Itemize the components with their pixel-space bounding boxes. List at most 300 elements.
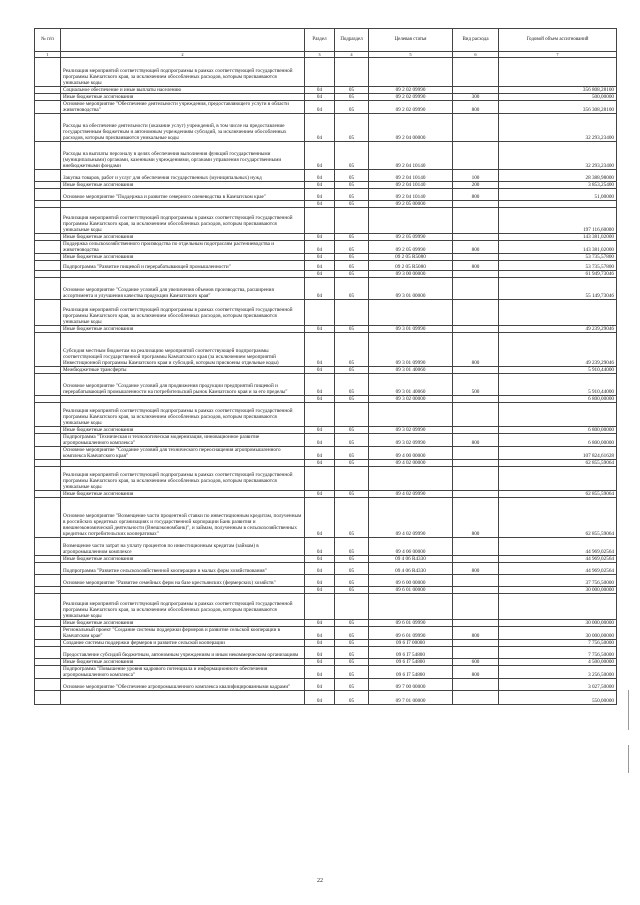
row-subsection-cell [335,403,369,427]
row-target-item-cell: 09 3 01 00000 [369,278,453,300]
header-number: № п/п [35,29,61,52]
row-section-cell [305,403,335,427]
row-amount-cell: 6 800,00000 [499,396,617,403]
row-subsection-cell: 05 [335,691,369,705]
row-subsection-cell: 05 [335,201,369,208]
row-target-item-cell: 09 4 00 00000 [369,447,453,460]
row-expense-type-cell [453,278,499,300]
row-section-cell: 04 [305,627,335,640]
row-subsection-cell: 05 [335,460,369,467]
row-target-item-cell: 09 3 02 09990 [369,427,453,434]
row-amount-cell: 49 239,29046 [499,333,617,367]
row-target-item-cell: 09 6 01 09990 [369,627,453,640]
header-subsection: Подраздел [335,29,369,52]
row-number-cell [35,101,61,114]
page-number: 22 [317,878,323,884]
table-row [35,666,617,679]
table-row [35,326,617,333]
table-row [35,367,617,374]
row-amount-cell: 143 381,02000 [499,234,617,241]
row-section-cell: 04 [305,647,335,659]
table-row [35,170,617,182]
row-target-item-cell: 09 7 00 00000 [369,679,453,691]
row-section-cell: 04 [305,620,335,627]
table-row [35,234,617,241]
row-target-item-cell: 09 2 05 R5080 [369,254,453,261]
row-number-cell [35,498,61,538]
row-amount-cell: 30 000,00000 [499,587,617,594]
row-name-cell: Закупка товаров, работ и услуг для обеспечения государственных (муниципальных) нужд [61,170,305,182]
table-row [35,254,617,261]
table-row [35,261,617,271]
scan-margin-mark [628,690,629,730]
row-name-cell: Иные бюджетные ассигнования [61,427,305,434]
row-section-cell: 04 [305,101,335,114]
row-name-cell: Иные бюджетные ассигнования [61,94,305,101]
row-section-cell: 04 [305,326,335,333]
row-section-cell: 04 [305,170,335,182]
row-target-item-cell: 09 2 02 09990 [369,87,453,94]
row-expense-type-cell: 800 [453,189,499,201]
row-subsection-cell: 05 [335,142,369,170]
row-name-cell: Иные бюджетные ассигнования [61,182,305,189]
row-name-cell: Реализация мероприятий соответствующей подпрограммы в рамках соответствующей государственной программы Камчатского края, за исключением обособленных расходов, которым присваиваются уникальные коды [61,208,305,234]
table-row [35,498,617,538]
row-subsection-cell: 05 [335,170,369,182]
row-subsection-cell: 05 [335,640,369,647]
row-number-cell [35,679,61,691]
row-subsection-cell: 05 [335,563,369,575]
table-row [35,182,617,189]
row-number-cell [35,460,61,467]
row-amount-cell: 62 855,59064 [499,498,617,538]
row-expense-type-cell [453,208,499,234]
row-expense-type-cell: 200 [453,182,499,189]
row-subsection-cell: 05 [335,367,369,374]
row-name-cell: Создание системы поддержки фермеров и развитие сельской кооперации [61,640,305,647]
row-target-item-cell: 09 3 01 09990 [369,333,453,367]
row-section-cell [305,594,335,620]
row-amount-cell: 5 910,44000 [499,367,617,374]
row-subsection-cell [335,208,369,234]
row-section-cell: 04 [305,114,335,142]
row-expense-type-cell: 600 [453,659,499,666]
row-expense-type-cell [453,491,499,498]
row-section-cell [305,208,335,234]
row-subsection-cell: 05 [335,182,369,189]
row-name-cell [61,691,305,705]
row-expense-type-cell [453,556,499,563]
row-expense-type-cell: 800 [453,241,499,254]
table-row [35,556,617,563]
row-name-cell: Основное мероприятие "Создание условий для продвижения продукции предприятий пищевой и перерабатывающей промышленности на потребительский рынок Камчатского края и за его пределы" [61,374,305,396]
row-expense-type-cell: 500 [453,374,499,396]
row-section-cell: 04 [305,666,335,679]
row-target-item-cell [369,300,453,326]
row-number-cell [35,278,61,300]
row-target-item-cell: 09 4 06 R4330 [369,563,453,575]
row-expense-type-cell [453,114,499,142]
table-row [35,563,617,575]
header-section: Раздел [305,29,335,52]
row-name-cell: Реализация мероприятий соответствующей подпрограммы в рамках соответствующей государственной программы Камчатского края, за исключением обособленных расходов, которым присваиваются уникальные коды [61,403,305,427]
table-row [35,620,617,627]
row-number-cell [35,563,61,575]
row-target-item-cell: 09 2 04 10140 [369,189,453,201]
row-amount-cell: 28 388,98000 [499,170,617,182]
row-number-cell [35,201,61,208]
row-target-item-cell: 09 2 04 10140 [369,142,453,170]
row-section-cell: 04 [305,679,335,691]
row-subsection-cell: 05 [335,396,369,403]
row-amount-cell: 62 855,59064 [499,491,617,498]
budget-allocation-table [34,28,617,705]
row-amount-cell: 4 500,00000 [499,659,617,666]
row-section-cell: 04 [305,367,335,374]
row-target-item-cell: 09 2 02 09990 [369,101,453,114]
table-row [35,87,617,94]
row-subsection-cell: 05 [335,538,369,556]
row-section-cell: 04 [305,142,335,170]
row-section-cell: 04 [305,587,335,594]
row-amount-cell: 53 735,57800 [499,254,617,261]
table-row [35,114,617,142]
row-name-cell: Поддержка сельскохозяйственного производства по отдельным подотраслям растениеводства и животноводства [61,241,305,254]
row-subsection-cell: 05 [335,241,369,254]
row-section-cell: 04 [305,241,335,254]
row-target-item-cell [369,467,453,491]
row-target-item-cell: 09 4 02 09990 [369,491,453,498]
row-amount-cell [499,201,617,208]
row-amount-cell: 7 756,50000 [499,647,617,659]
table-header-row [35,29,617,52]
row-target-item-cell: 09 6 I7 54800 [369,647,453,659]
table-row [35,647,617,659]
row-section-cell: 04 [305,278,335,300]
row-subsection-cell: 05 [335,666,369,679]
row-expense-type-cell: 800 [453,101,499,114]
row-amount-cell: 55 149,73046 [499,278,617,300]
row-name-cell: Реализация мероприятий соответствующей подпрограммы в рамках соответствующей государственной программы Камчатского края, за исключением обособленных расходов, которым присваиваются уникальные коды [61,467,305,491]
column-number: 6 [453,52,499,58]
row-target-item-cell: 09 4 06 R4330 [369,556,453,563]
row-section-cell: 04 [305,640,335,647]
row-target-item-cell: 09 3 01 09990 [369,326,453,333]
row-section-cell [305,300,335,326]
row-subsection-cell: 05 [335,491,369,498]
row-name-cell: Возмещение части затрат на уплату процентов по инвестиционным кредитам (займам) в агропромышленном комплексе [61,538,305,556]
row-expense-type-cell [453,234,499,241]
row-name-cell: Подпрограмма "Повышение уровня кадрового потенциала и информационного обеспечения агропромышленного комплекса" [61,666,305,679]
table-row [35,101,617,114]
row-amount-cell [499,300,617,326]
row-expense-type-cell [453,427,499,434]
row-target-item-cell [369,208,453,234]
row-number-cell [35,182,61,189]
row-expense-type-cell [453,647,499,659]
row-number-cell [35,594,61,620]
row-expense-type-cell [453,396,499,403]
row-section-cell: 04 [305,491,335,498]
row-expense-type-cell [453,467,499,491]
row-section-cell: 04 [305,659,335,666]
row-subsection-cell: 05 [335,87,369,94]
row-number-cell [35,587,61,594]
row-amount-cell: 6 800,00000 [499,434,617,447]
row-amount-cell: 44 969,02564 [499,556,617,563]
row-name-cell: Основное мероприятие "Обеспечение агропромышленного комплекса квалифицированными кадрами" [61,679,305,691]
header-amount: Годовой объем ассигнований [499,29,617,52]
table-row [35,587,617,594]
column-number: 5 [369,52,453,58]
row-expense-type-cell [453,58,499,87]
row-expense-type-cell [453,254,499,261]
row-target-item-cell: 09 2 02 09990 [369,94,453,101]
row-subsection-cell [335,58,369,87]
row-number-cell [35,189,61,201]
row-target-item-cell: 09 3 02 09990 [369,434,453,447]
row-name-cell: Реализация мероприятий соответствующей подпрограммы в рамках соответствующей государственной программы Камчатского края, за исключением обособленных расходов, которым присваиваются уникальные коды [61,300,305,326]
row-expense-type-cell [453,142,499,170]
row-name-cell: Предоставление субсидий бюджетным, автономным учреждениям и иным некоммерческим организациям [61,647,305,659]
row-subsection-cell: 05 [335,261,369,271]
row-number-cell [35,538,61,556]
row-name-cell: Основное мероприятие "Возмещение части процентной ставки по инвестиционным кредитам, полученным в российских кредитных организациях и государственной корпорации Банк развития и внешнеэкономической деятельности (Внешэкономбанк)", и займам, полученным в сельскохозяйственных кредитных потребительских кооперативах" [61,498,305,538]
row-amount-cell [499,594,617,620]
row-amount-cell: 44 969,02564 [499,563,617,575]
row-name-cell [61,460,305,467]
row-subsection-cell: 05 [335,627,369,640]
row-subsection-cell: 05 [335,556,369,563]
row-number-cell [35,575,61,587]
row-number-cell [35,58,61,87]
row-section-cell: 04 [305,271,335,278]
row-target-item-cell: 09 2 04 10140 [369,182,453,189]
row-name-cell: Региональный проект "Создание системы поддержки фермеров и развитие сельской кооперации в Камчатском крае" [61,627,305,640]
row-name-cell: Иные бюджетные ассигнования [61,254,305,261]
row-amount-cell: 356 808,28100 [499,87,617,94]
row-name-cell: Основное мероприятие "Обеспечение деятельности учреждения, предоставляющего услуги в области животноводства" [61,101,305,114]
row-section-cell: 04 [305,201,335,208]
row-amount-cell: 30 000,00000 [499,627,617,640]
row-amount-cell: 61 949,73046 [499,271,617,278]
table-row [35,374,617,396]
row-section-cell: 04 [305,498,335,538]
header-target-item: Целевая статья [369,29,453,52]
row-target-item-cell [369,403,453,427]
row-amount-cell: 32 293,23400 [499,114,617,142]
row-target-item-cell: 09 2 05 00000 [369,201,453,208]
row-target-item-cell [369,594,453,620]
row-amount-cell: 51,00000 [499,189,617,201]
row-subsection-cell: 05 [335,427,369,434]
row-section-cell: 04 [305,563,335,575]
row-expense-type-cell [453,403,499,427]
row-name-cell: Субсидия местным бюджетам на реализацию мероприятий соответствующей подпрограммы соответствующей государственной программы Камчатского края (за исключением мероприятий Инвестиционной программы Камчатского края и субсидий, которым присвоены отдельные коды) [61,333,305,367]
row-subsection-cell: 05 [335,254,369,261]
table-row [35,208,617,234]
row-number-cell [35,491,61,498]
row-amount-cell: 3 853,25400 [499,182,617,189]
row-target-item-cell: 09 3 01 40060 [369,367,453,374]
table-row [35,434,617,447]
row-expense-type-cell [453,326,499,333]
row-amount-cell: 3 256,50000 [499,666,617,679]
row-subsection-cell: 05 [335,333,369,367]
table-row [35,271,617,278]
row-section-cell: 04 [305,396,335,403]
table-row [35,427,617,434]
row-amount-cell: 30 000,00000 [499,620,617,627]
table-row [35,460,617,467]
row-amount-cell: 107 824,61628 [499,447,617,460]
row-subsection-cell: 05 [335,659,369,666]
row-number-cell [35,87,61,94]
row-section-cell [305,58,335,87]
row-subsection-cell: 05 [335,575,369,587]
row-target-item-cell: 09 4 02 00000 [369,460,453,467]
row-name-cell: Основное мероприятие "Создание условий для технического переоснащения агропромышленного комплекса Камчатского края" [61,447,305,460]
table-row [35,640,617,647]
row-expense-type-cell [453,587,499,594]
row-number-cell [35,254,61,261]
row-target-item-cell: 09 3 01 40060 [369,374,453,396]
table-row [35,396,617,403]
row-subsection-cell: 05 [335,234,369,241]
table-row [35,575,617,587]
row-section-cell: 04 [305,427,335,434]
row-number-cell [35,427,61,434]
row-target-item-cell: 09 3 02 00000 [369,396,453,403]
row-target-item-cell: 09 6 I7 54800 [369,659,453,666]
row-amount-cell: 62 855,59064 [499,460,617,467]
row-number-cell [35,208,61,234]
row-expense-type-cell [453,679,499,691]
row-expense-type-cell [453,87,499,94]
row-subsection-cell: 05 [335,326,369,333]
row-section-cell: 04 [305,575,335,587]
row-name-cell [61,271,305,278]
row-expense-type-cell [453,367,499,374]
row-amount-cell: 5 910,44000 [499,374,617,396]
row-amount-cell: 500,00000 [499,94,617,101]
table-row [35,467,617,491]
row-name-cell: Социальное обеспечение и иные выплаты населению [61,87,305,94]
row-section-cell: 04 [305,234,335,241]
budget-table-sheet [34,28,616,705]
table-row [35,300,617,326]
row-name-cell: Иные бюджетные ассигнования [61,620,305,627]
row-subsection-cell: 05 [335,189,369,201]
row-expense-type-cell [453,640,499,647]
row-subsection-cell: 05 [335,114,369,142]
row-amount-cell: 6 800,00000 [499,427,617,434]
row-section-cell: 04 [305,691,335,705]
row-name-cell: Расходы на выплаты персоналу в целях обеспечения выполнения функций государственными (муниципальными) органами, казенными учреждениями, органами управления государственными внебюджетными фондами [61,142,305,170]
row-expense-type-cell [453,201,499,208]
row-expense-type-cell [453,620,499,627]
row-target-item-cell: 09 4 02 09990 [369,498,453,538]
table-row [35,189,617,201]
row-number-cell [35,114,61,142]
row-expense-type-cell [453,575,499,587]
row-amount-cell: 44 969,02564 [499,538,617,556]
row-name-cell: Подпрограмма "Техническая и технологическая модернизация, инновационное развитие агропромышленного комплекса" [61,434,305,447]
row-subsection-cell: 05 [335,434,369,447]
row-number-cell [35,94,61,101]
row-target-item-cell: 09 6 I7 00000 [369,640,453,647]
row-name-cell: Иные бюджетные ассигнования [61,659,305,666]
row-section-cell: 04 [305,333,335,367]
row-subsection-cell: 05 [335,587,369,594]
table-row [35,447,617,460]
row-number-cell [35,666,61,679]
row-number-cell [35,367,61,374]
row-section-cell: 04 [305,460,335,467]
row-subsection-cell [335,467,369,491]
row-number-cell [35,620,61,627]
row-expense-type-cell [453,538,499,556]
row-section-cell [305,467,335,491]
row-amount-cell: 356 308,28100 [499,101,617,114]
row-number-cell [35,691,61,705]
column-number: 3 [305,52,335,58]
row-name-cell: Основное мероприятие "Развитие семейных ферм на базе крестьянских (фермерских) хозяйств" [61,575,305,587]
row-number-cell [35,261,61,271]
column-number: 7 [499,52,617,58]
row-section-cell: 04 [305,556,335,563]
table-row [35,659,617,666]
row-subsection-cell: 05 [335,447,369,460]
row-section-cell: 04 [305,447,335,460]
table-row [35,627,617,640]
table-row [35,679,617,691]
row-subsection-cell: 05 [335,647,369,659]
row-expense-type-cell [453,691,499,705]
row-expense-type-cell: 800 [453,563,499,575]
row-target-item-cell: 09 6 01 09990 [369,620,453,627]
column-number: 1 [35,52,61,58]
row-expense-type-cell [453,447,499,460]
row-target-item-cell: 09 3 00 00000 [369,271,453,278]
row-number-cell [35,556,61,563]
row-number-cell [35,447,61,460]
row-number-cell [35,403,61,427]
row-target-item-cell: 09 6 01 00000 [369,587,453,594]
row-number-cell [35,647,61,659]
row-name-cell [61,201,305,208]
table-row [35,403,617,427]
row-number-cell [35,271,61,278]
table-row [35,594,617,620]
row-target-item-cell: 09 6 00 00000 [369,575,453,587]
table-body [35,58,617,705]
row-amount-cell [499,403,617,427]
table-row [35,201,617,208]
table-row [35,691,617,705]
row-target-item-cell: 09 7 01 00000 [369,691,453,705]
table-row [35,538,617,556]
row-number-cell [35,234,61,241]
row-number-cell [35,374,61,396]
row-name-cell: Иные бюджетные ассигнования [61,234,305,241]
row-section-cell: 04 [305,254,335,261]
row-name-cell: Реализация мероприятий соответствующей подпрограммы в рамках соответствующей государственной программы Камчатского края, за исключением обособленных расходов, которым присваиваются уникальные коды [61,58,305,87]
row-name-cell: Иные бюджетные ассигнования [61,556,305,563]
row-number-cell [35,326,61,333]
row-amount-cell: 32 293,23400 [499,142,617,170]
row-amount-cell: 7 756,50000 [499,640,617,647]
